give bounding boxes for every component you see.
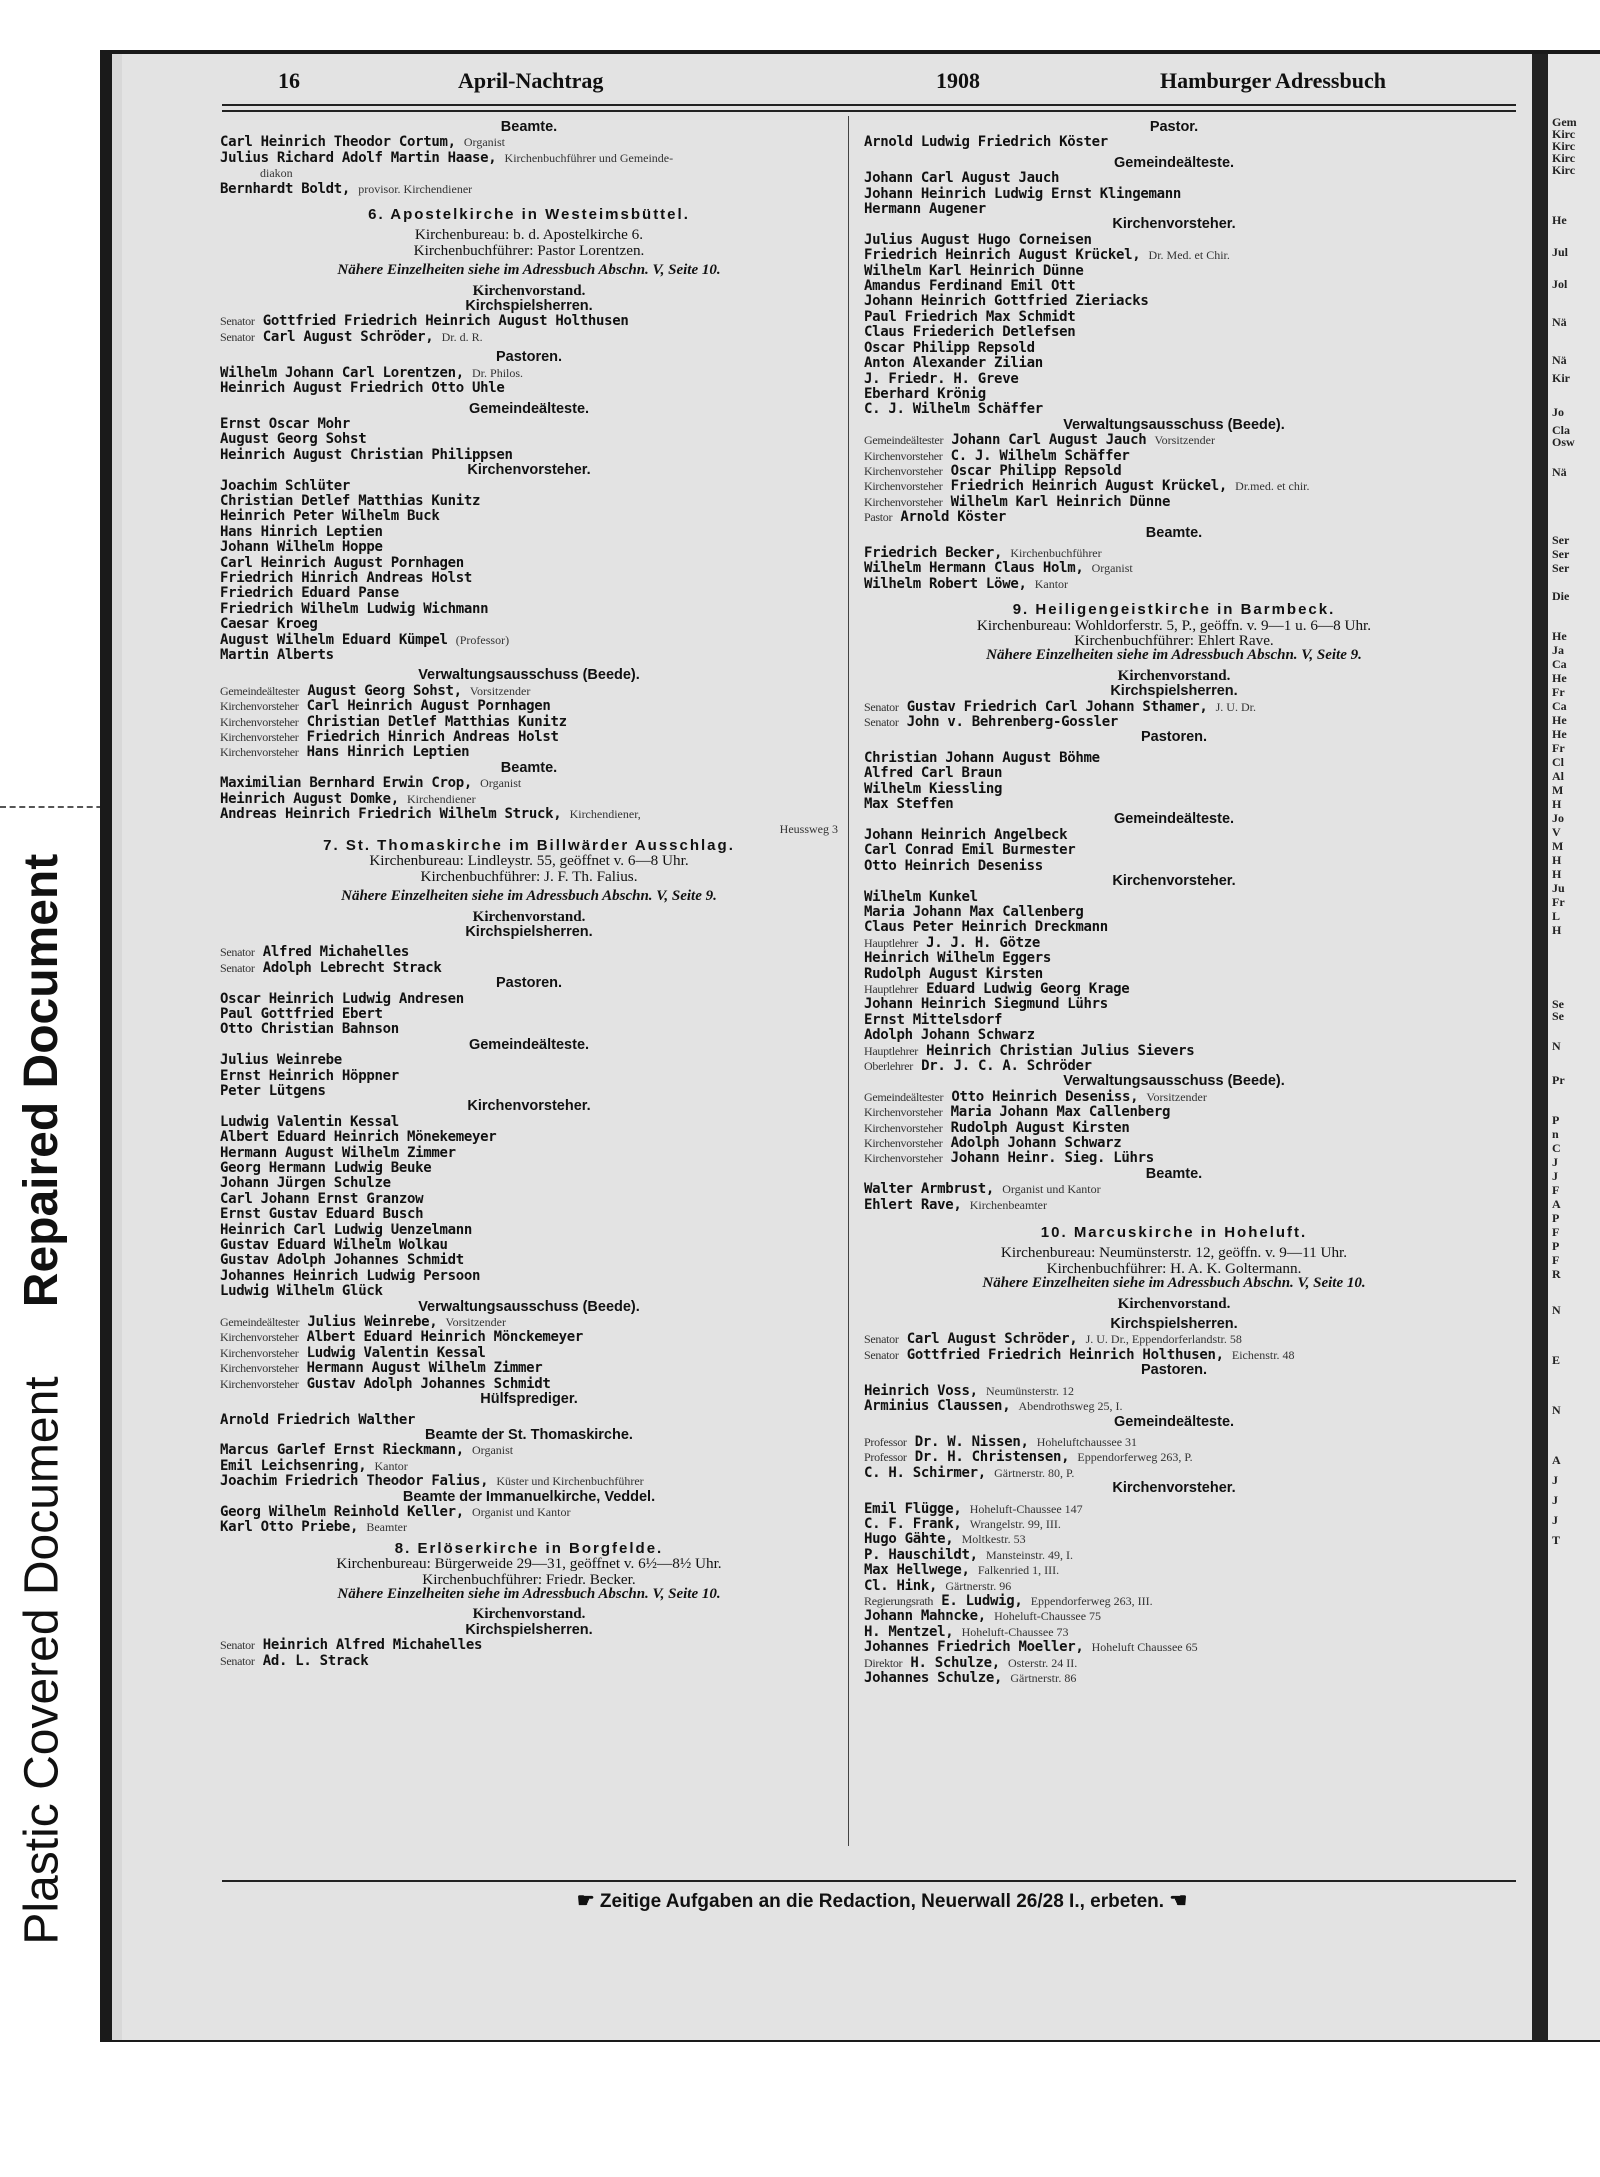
entry: Johann Heinrich Gottfried Zieriacks bbox=[864, 293, 1149, 310]
entry: Carl Johann Ernst Granzow bbox=[220, 1190, 424, 1207]
church-title: 7. St. Thomaskirche im Billwärder Ausschlag. bbox=[323, 836, 735, 854]
entry: Christian Johann August Böhme bbox=[864, 749, 1100, 766]
entry: Senator Ad. L. Strack bbox=[220, 1652, 369, 1669]
entry: Heinrich August Christian Philippsen bbox=[220, 446, 513, 463]
entry: Martin Alberts bbox=[220, 647, 334, 663]
column-divider bbox=[848, 116, 849, 1846]
adjacent-page-fragment: C bbox=[1552, 1141, 1561, 1155]
entry: Otto Heinrich Deseniss bbox=[864, 857, 1043, 874]
pointing-hand-right-icon: ☛ bbox=[576, 1890, 595, 1912]
section-heading: Kirchenvorsteher. bbox=[1112, 1480, 1236, 1497]
reference-note: Nähere Einzelheiten siehe im Adressbuch Abschn. V, Seite 10. bbox=[337, 262, 721, 279]
header-rule bbox=[222, 104, 1516, 106]
entry: Arminius Claussen, Abendrothsweg 25, I. bbox=[864, 1398, 1123, 1415]
entry: J. Friedr. H. Greve bbox=[864, 370, 1019, 387]
adjacent-page-fragment: R bbox=[1552, 1267, 1561, 1281]
church-bureau: Kirchenbureau: Lindleystr. 55, geöffnet v. 6—8 Uhr. bbox=[369, 852, 689, 870]
adjacent-page-fragment: N bbox=[1552, 1039, 1561, 1053]
entry: Kirchenvorsteher Ludwig Valentin Kessal bbox=[220, 1344, 486, 1361]
entry: Bernhardt Boldt, provisor. Kirchendiener bbox=[220, 180, 473, 197]
entry: Cl. Hink, Gärtnerstr. 96 bbox=[864, 1577, 1012, 1594]
entry: Julius Weinrebe bbox=[220, 1052, 342, 1069]
entry: Senator Carl August Schröder, Dr. d. R. bbox=[220, 328, 483, 345]
entry: Carl Conrad Emil Burmester bbox=[864, 842, 1076, 859]
adjacent-page-fragment: F bbox=[1552, 1183, 1560, 1197]
adjacent-page-fragment: F bbox=[1552, 1253, 1560, 1267]
adjacent-page-fragment: P bbox=[1552, 1239, 1560, 1253]
entry: Hugo Gähte, Moltkestr. 53 bbox=[864, 1531, 1026, 1548]
adjacent-page-fragment: Kirc bbox=[1552, 139, 1576, 153]
entry: Friedrich Eduard Panse bbox=[220, 585, 399, 602]
adjacent-page-fragment: Cl bbox=[1552, 755, 1564, 769]
page-footer bbox=[402, 1888, 1362, 1913]
entry: Friedrich Heinrich August Krückel, Dr. Med. et Chir. bbox=[864, 247, 1230, 264]
adjacent-page-fragment: Cla bbox=[1552, 423, 1570, 437]
header-title-right: Hamburger Adressbuch bbox=[1160, 68, 1386, 93]
church-bookkeeper: Kirchenbuchführer: Ehlert Rave. bbox=[1074, 632, 1274, 649]
entry: Friedrich Wilhelm Ludwig Wichmann bbox=[220, 600, 489, 617]
section-heading: Beamte. bbox=[500, 119, 558, 135]
entry: Johann Wilhelm Hoppe bbox=[220, 539, 383, 556]
adjacent-page-fragment: He bbox=[1552, 727, 1567, 741]
adjacent-page-fragment: H bbox=[1552, 853, 1562, 867]
footer-text: Zeitige Aufgaben an die Redaction, Neuerwall 26/28 I., erbeten. bbox=[599, 1891, 1165, 1912]
entry: Oscar Philipp Repsold bbox=[864, 339, 1035, 356]
adjacent-page-fragment: N bbox=[1552, 1403, 1561, 1417]
adjacent-page-fragment: Ser bbox=[1552, 561, 1570, 575]
entry: Gemeindeältester Johann Carl August Jauch Vorsitzender bbox=[864, 432, 1215, 449]
entry: C. J. Wilhelm Schäffer bbox=[864, 401, 1043, 418]
section-heading: Gemeindeälteste. bbox=[1113, 154, 1235, 171]
entry: Direktor H. Schulze, Osterstr. 24 II. bbox=[864, 1654, 1078, 1671]
adjacent-page-fragment: He bbox=[1552, 213, 1567, 227]
section-heading: Verwaltungsausschuss (Beede). bbox=[418, 1298, 640, 1315]
entry: Friedrich Hinrich Andreas Holst bbox=[220, 569, 472, 586]
entry: Georg Hermann Ludwig Beuke bbox=[220, 1160, 432, 1176]
section-heading: Pastoren. bbox=[1140, 1362, 1208, 1379]
adjacent-page-fragment: J bbox=[1552, 1169, 1558, 1183]
adjacent-page-fragment: J bbox=[1552, 1493, 1558, 1507]
subsection-heading: Kirchenvorstand. bbox=[472, 282, 586, 299]
entry: Eberhard Krönig bbox=[864, 385, 986, 402]
section-heading: Kirchspielsherren. bbox=[1110, 683, 1238, 700]
section-heading: Pastoren. bbox=[495, 349, 563, 366]
section-heading: Gemeindeälteste. bbox=[1113, 811, 1235, 828]
entry: Julius August Hugo Corneisen bbox=[864, 231, 1092, 248]
adjacent-page-fragment: Al bbox=[1552, 769, 1564, 783]
adjacent-page-fragment: Nä bbox=[1552, 315, 1567, 329]
entry: Professor Dr. W. Nissen, Hoheluftchaussee 31 bbox=[864, 1433, 1138, 1450]
entry: Ernst Oscar Mohr bbox=[220, 415, 351, 432]
entry: Heinrich Peter Wilhelm Buck bbox=[220, 508, 440, 525]
entry: Maximilian Bernhard Erwin Crop, Organist bbox=[220, 775, 522, 792]
entry: Heinrich Voss, Neumünsterstr. 12 bbox=[864, 1382, 1074, 1399]
section-heading: Gemeindeälteste. bbox=[1113, 1413, 1235, 1430]
entry: Hauptlehrer Eduard Ludwig Georg Krage bbox=[864, 980, 1130, 997]
adjacent-page-fragment: E bbox=[1552, 1353, 1561, 1367]
entry: Kirchenvorsteher Albert Eduard Heinrich Mönckemeyer bbox=[220, 1329, 584, 1346]
adjacent-page-fragment: He bbox=[1552, 671, 1567, 685]
adjacent-page-fragment: J bbox=[1552, 1473, 1558, 1487]
entry: Joachim Schlüter bbox=[220, 477, 351, 494]
entry: Hermann Augener bbox=[864, 201, 986, 218]
footer-rule bbox=[222, 1880, 1516, 1882]
entry: Karl Otto Priebe, Beamter bbox=[220, 1519, 407, 1536]
section-heading: Gemeindeälteste. bbox=[468, 400, 590, 417]
section-heading: Pastoren. bbox=[1140, 729, 1208, 746]
section-heading: Verwaltungsausschuss (Beede). bbox=[1063, 416, 1285, 433]
entry: Regierungsrath E. Ludwig, Eppendorferweg 263, III. bbox=[864, 1592, 1153, 1609]
adjacent-page-fragment: L bbox=[1552, 909, 1561, 923]
entry: Max Steffen bbox=[864, 796, 954, 813]
church-bureau: Kirchenbureau: Bürgerweide 29—31, geöffnet v. 6½—8½ Uhr. bbox=[336, 1555, 722, 1573]
entry: Christian Detlef Matthias Kunitz bbox=[220, 492, 481, 509]
adjacent-page-fragment: P bbox=[1552, 1113, 1560, 1127]
entry: Amandus Ferdinand Emil Ott bbox=[864, 278, 1076, 295]
adjacent-page-fragment: Osw bbox=[1552, 435, 1575, 449]
section-heading: Kirchspielsherren. bbox=[1110, 1316, 1238, 1333]
entry: Max Hellwege, Falkenried 1, III. bbox=[864, 1562, 1060, 1579]
section-heading: Pastoren. bbox=[495, 975, 563, 992]
adjacent-page-fragment: Gem bbox=[1552, 115, 1577, 129]
adjacent-page-fragment: Die bbox=[1552, 589, 1570, 603]
section-heading: Beamte der St. Thomaskirche. bbox=[425, 1426, 633, 1443]
adjacent-page-fragment: Ser bbox=[1552, 533, 1570, 547]
adjacent-page-fragment: J bbox=[1552, 1513, 1558, 1527]
adjacent-page-fragment: Se bbox=[1552, 1009, 1564, 1023]
adjacent-page-fragment: Nä bbox=[1552, 353, 1567, 367]
adjacent-page-fragment: F bbox=[1552, 1225, 1560, 1239]
section-heading: Verwaltungsausschuss (Beede). bbox=[418, 667, 640, 684]
adjacent-page-fragment: Se bbox=[1552, 997, 1564, 1011]
entry: Johann Heinrich Ludwig Ernst Klingemann bbox=[864, 185, 1182, 202]
entry: Professor Dr. H. Christensen, Eppendorferweg 263, P. bbox=[864, 1449, 1193, 1466]
page-header bbox=[230, 68, 1522, 96]
entry: Albert Eduard Heinrich Mönekemeyer bbox=[220, 1129, 497, 1146]
entry: Friedrich Becker, Kirchenbuchführer bbox=[864, 544, 1102, 561]
entry: Johann Mahncke, Hoheluft-Chaussee 75 bbox=[864, 1608, 1102, 1625]
entry: Kirchenvorsteher Hans Hinrich Leptien bbox=[220, 744, 470, 761]
entry: Paul Friedrich Max Schmidt bbox=[864, 308, 1076, 325]
entry: Gemeindeältester Otto Heinrich Deseniss, Vorsitzender bbox=[864, 1088, 1207, 1105]
document-page bbox=[112, 54, 1532, 2040]
adjacent-page-fragment: Jol bbox=[1552, 277, 1568, 291]
section-heading: Kirchenvorsteher. bbox=[1112, 216, 1236, 233]
adjacent-page-fragment: Ja bbox=[1552, 643, 1564, 657]
repaired-document-label: Repaired Document bbox=[15, 853, 69, 1307]
header-year: 1908 bbox=[936, 68, 980, 93]
entry: Kirchenvorsteher Johann Heinr. Sieg. Lührs bbox=[864, 1150, 1154, 1167]
adjacent-page-fragment: M bbox=[1552, 783, 1564, 797]
section-heading: Beamte der Immanuelkirche, Veddel. bbox=[402, 1488, 656, 1505]
entry: Johannes Friedrich Moeller, Hoheluft Chaussee 65 bbox=[864, 1639, 1198, 1656]
entry: Ernst Heinrich Höppner bbox=[220, 1067, 399, 1084]
entry: Senator John v. Behrenberg-Gossler bbox=[864, 714, 1119, 731]
adjacent-page-fragment: Ca bbox=[1552, 657, 1567, 671]
adjacent-page-fragment: Jo bbox=[1552, 811, 1564, 825]
church-title: 10. Marcuskirche in Hoheluft. bbox=[1040, 1224, 1308, 1242]
entry: Senator Adolph Lebrecht Strack bbox=[220, 959, 442, 976]
entry: Kirchenvorsteher Wilhelm Karl Heinrich Dünne bbox=[864, 493, 1171, 510]
subsection-heading: Kirchenvorstand. bbox=[1117, 1295, 1231, 1312]
entry: Emil Leichsenring, Kantor bbox=[220, 1457, 408, 1474]
entry: August Wilhelm Eduard Kümpel (Professor) bbox=[220, 631, 510, 648]
adjacent-page-fragment: Kirc bbox=[1552, 163, 1576, 177]
adjacent-page-fragment: H bbox=[1552, 923, 1562, 937]
entry: Ernst Gustav Eduard Busch bbox=[220, 1206, 424, 1223]
entry: Hans Hinrich Leptien bbox=[220, 523, 383, 540]
left-column bbox=[220, 120, 838, 1669]
section-heading: Verwaltungsausschuss (Beede). bbox=[1063, 1073, 1285, 1090]
church-title: 9. Heiligengeistkirche in Barmbeck. bbox=[1012, 601, 1336, 619]
entry: Kirchenvorsteher Carl Heinrich August Pornhagen bbox=[220, 698, 551, 715]
entry: Gustav Adolph Johannes Schmidt bbox=[220, 1252, 464, 1269]
entry: Arnold Ludwig Friedrich Köster bbox=[864, 134, 1108, 151]
adjacent-page-fragment: Jul bbox=[1552, 245, 1569, 259]
entry: Senator Gustav Friedrich Carl Johann Sthamer, J. U. Dr. bbox=[864, 698, 1256, 715]
entry: Caesar Kroeg bbox=[220, 616, 318, 633]
entry: Johannes Heinrich Ludwig Persoon bbox=[220, 1267, 481, 1284]
church-bookkeeper: Kirchenbuchführer: H. A. K. Goltermann. bbox=[1046, 1259, 1302, 1277]
entry: Johannes Schulze, Gärtnerstr. 86 bbox=[864, 1670, 1077, 1686]
adjacent-page-fragment: He bbox=[1552, 713, 1567, 727]
adjacent-page-edge bbox=[1548, 54, 1600, 2040]
adjacent-page-fragment: V bbox=[1552, 825, 1561, 839]
entry: Paul Gottfried Ebert bbox=[220, 1005, 383, 1022]
section-heading: Kirchenvorsteher. bbox=[467, 462, 591, 479]
entry-continuation: diakon bbox=[260, 166, 293, 181]
church-title: 6. Apostelkirche in Westeimsbüttel. bbox=[368, 206, 690, 224]
entry-continuation: Heussweg 3 bbox=[779, 822, 838, 837]
entry: Kirchenvorsteher Rudolph August Kirsten bbox=[864, 1119, 1130, 1136]
reference-note: Nähere Einzelheiten siehe im Adressbuch Abschn. V, Seite 9. bbox=[986, 647, 1362, 664]
adjacent-page-fragment: n bbox=[1552, 1127, 1559, 1141]
entry: Claus Peter Heinrich Dreckmann bbox=[864, 919, 1108, 936]
entry: Marcus Garlef Ernst Rieckmann, Organist bbox=[220, 1442, 514, 1459]
entry: Kirchenvorsteher Adolph Johann Schwarz bbox=[864, 1135, 1122, 1151]
entry: Johann Heinrich Siegmund Lührs bbox=[864, 996, 1108, 1013]
entry: Walter Armbrust, Organist und Kantor bbox=[864, 1181, 1101, 1198]
entry: Maria Johann Max Callenberg bbox=[864, 903, 1084, 920]
entry: Pastor Arnold Köster bbox=[864, 509, 1007, 526]
entry: Claus Friederich Detlefsen bbox=[864, 324, 1076, 341]
entry: Hauptlehrer J. J. H. Götze bbox=[864, 934, 1040, 951]
entry: Heinrich August Friedrich Otto Uhle bbox=[220, 380, 505, 397]
entry: Otto Christian Bahnson bbox=[220, 1021, 399, 1038]
entry: Anton Alexander Zilian bbox=[864, 355, 1043, 372]
right-column bbox=[864, 120, 1484, 1686]
entry: C. H. Schirmer, Gärtnerstr. 80, P. bbox=[864, 1464, 1075, 1481]
entry: Adolph Johann Schwarz bbox=[864, 1027, 1035, 1044]
entry: Gemeindeältester Julius Weinrebe, Vorsitzender bbox=[220, 1314, 506, 1331]
subsection-heading: Kirchenvorstand. bbox=[1117, 667, 1231, 684]
entry: Senator Gottfried Friedrich Heinrich August Holthusen bbox=[220, 313, 629, 330]
adjacent-page-fragment: N bbox=[1552, 1303, 1561, 1317]
adjacent-page-fragment: He bbox=[1552, 629, 1567, 643]
entry: Kirchenvorsteher Friedrich Heinrich August Krückel, Dr.med. et chir. bbox=[864, 478, 1310, 495]
entry: Hauptlehrer Heinrich Christian Julius Sievers bbox=[864, 1042, 1195, 1059]
entry: Wilhelm Kiessling bbox=[864, 780, 1003, 797]
entry: Wilhelm Kunkel bbox=[864, 888, 978, 905]
subsection-heading: Kirchenvorstand. bbox=[472, 1606, 586, 1623]
entry: Gemeindeältester August Georg Sohst, Vorsitzender bbox=[220, 682, 531, 699]
entry: August Georg Sohst bbox=[220, 431, 367, 448]
header-rule-thin bbox=[222, 110, 1516, 112]
reference-note: Nähere Einzelheiten siehe im Adressbuch Abschn. V, Seite 10. bbox=[982, 1275, 1366, 1292]
church-title: 8. Erlöserkirche in Borgfelde. bbox=[394, 1539, 664, 1557]
section-heading: Hülfsprediger. bbox=[480, 1391, 578, 1408]
entry: Senator Heinrich Alfred Michahelles bbox=[220, 1637, 483, 1654]
entry: Emil Flügge, Hoheluft-Chaussee 147 bbox=[864, 1500, 1083, 1517]
entry: Senator Carl August Schröder, J. U. Dr., Eppendorferlandstr. 58 bbox=[864, 1331, 1242, 1348]
entry: Alfred Carl Braun bbox=[864, 765, 1003, 782]
adjacent-page-fragment: Ca bbox=[1552, 699, 1567, 713]
adjacent-page-fragment: Nä bbox=[1552, 465, 1567, 479]
entry: Kirchenvorsteher Oscar Philipp Repsold bbox=[864, 462, 1122, 479]
entry: Arnold Friedrich Walther bbox=[220, 1411, 416, 1428]
section-heading: Kirchspielsherren. bbox=[465, 1621, 593, 1638]
entry: Heinrich Carl Ludwig Uenzelmann bbox=[220, 1221, 472, 1238]
entry: Andreas Heinrich Friedrich Wilhelm Struck, Kirchendiener, bbox=[220, 806, 641, 823]
entry: C. F. Frank, Wrangelstr. 99, III. bbox=[864, 1515, 1061, 1532]
entry: Heinrich August Domke, Kirchendiener bbox=[220, 790, 476, 807]
section-heading: Kirchenvorsteher. bbox=[467, 1098, 591, 1115]
entry: Ludwig Wilhelm Glück bbox=[220, 1283, 383, 1300]
adjacent-page-fragment: A bbox=[1552, 1453, 1561, 1467]
entry: Wilhelm Johann Carl Lorentzen, Dr. Philos. bbox=[220, 364, 524, 381]
entry: Georg Wilhelm Reinhold Keller, Organist und Kantor bbox=[220, 1503, 571, 1520]
entry: Carl Heinrich August Pornhagen bbox=[220, 554, 464, 571]
label-divider bbox=[0, 806, 112, 808]
adjacent-page-fragment: H bbox=[1552, 797, 1562, 811]
section-heading: Gemeindeälteste. bbox=[468, 1036, 590, 1053]
section-heading: Pastor. bbox=[1149, 119, 1199, 135]
entry: Wilhelm Robert Löwe, Kantor bbox=[864, 575, 1069, 592]
adjacent-page-fragment: A bbox=[1552, 1197, 1561, 1211]
entry: Kirchenvorsteher Gustav Adolph Johannes Schmidt bbox=[220, 1375, 551, 1392]
adjacent-page-fragment: T bbox=[1552, 1533, 1561, 1547]
section-heading: Kirchspielsherren. bbox=[465, 923, 593, 940]
church-bookkeeper: Kirchenbuchführer: J. F. Th. Falius. bbox=[420, 867, 638, 885]
entry: Heinrich Wilhelm Eggers bbox=[864, 950, 1051, 967]
entry: Gustav Eduard Wilhelm Wolkau bbox=[220, 1237, 448, 1254]
adjacent-page-fragment: Ju bbox=[1552, 881, 1565, 895]
entry: Hermann August Wilhelm Zimmer bbox=[220, 1144, 456, 1161]
entry: H. Mentzel, Hoheluft-Chaussee 73 bbox=[864, 1623, 1069, 1640]
entry: Senator Gottfried Friedrich Heinrich Holthusen, Eichenstr. 48 bbox=[864, 1346, 1295, 1363]
section-heading: Kirchspielsherren. bbox=[465, 298, 593, 315]
adjacent-page-fragment: Kirc bbox=[1552, 151, 1576, 165]
adjacent-page-fragment: Fr bbox=[1552, 895, 1565, 909]
church-bureau: Kirchenbureau: Wohldorferstr. 5, P., geöffn. v. 9—1 u. 6—8 Uhr. bbox=[976, 616, 1372, 634]
adjacent-page-fragment: P bbox=[1552, 1211, 1560, 1225]
pointing-hand-left-icon: ☚ bbox=[1169, 1890, 1188, 1912]
entry: P. Hauschildt, Mansteinstr. 49, I. bbox=[864, 1546, 1073, 1563]
entry: Wilhelm Hermann Claus Holm, Organist bbox=[864, 560, 1133, 577]
adjacent-page-fragment: J bbox=[1552, 1155, 1558, 1169]
entry: Kirchenvorsteher Hermann August Wilhelm Zimmer bbox=[220, 1360, 543, 1377]
section-heading: Beamte. bbox=[1145, 1165, 1203, 1182]
adjacent-page-fragment: Fr bbox=[1552, 685, 1565, 699]
adjacent-page-fragment: Kir bbox=[1552, 371, 1570, 385]
entry: Senator Alfred Michahelles bbox=[220, 944, 410, 961]
church-bureau: Kirchenbureau: b. d. Apostelkirche 6. bbox=[414, 226, 644, 244]
church-bookkeeper: Kirchenbuchführer: Friedr. Becker. bbox=[422, 1570, 636, 1588]
entry: Johann Carl August Jauch bbox=[864, 170, 1060, 187]
entry: Carl Heinrich Theodor Cortum, Organist bbox=[220, 134, 505, 151]
reference-note: Nähere Einzelheiten siehe im Adressbuch Abschn. V, Seite 10. bbox=[337, 1585, 721, 1602]
entry: Oberlehrer Dr. J. C. A. Schröder bbox=[864, 1057, 1092, 1074]
plastic-covered-document-label: Plastic Covered Document bbox=[15, 1375, 69, 1945]
subsection-heading: Kirchenvorstand. bbox=[472, 908, 586, 925]
entry: Ludwig Valentin Kessal bbox=[220, 1113, 399, 1130]
section-heading: Beamte. bbox=[500, 759, 558, 776]
page-gutter bbox=[1532, 54, 1548, 2040]
entry: Wilhelm Karl Heinrich Dünne bbox=[864, 262, 1084, 279]
entry: Oscar Heinrich Ludwig Andresen bbox=[220, 990, 464, 1007]
entry: Joachim Friedrich Theodor Falius, Küster und Kirchenbuchführer bbox=[220, 1473, 644, 1490]
entry: Kirchenvorsteher Maria Johann Max Callenberg bbox=[864, 1104, 1171, 1121]
adjacent-page-fragment: Fr bbox=[1552, 741, 1565, 755]
entry: Ehlert Rave, Kirchenbeamter bbox=[864, 1196, 1047, 1213]
entry: Julius Richard Adolf Martin Haase, Kirchenbuchführer und Gemeinde- bbox=[220, 149, 674, 166]
reference-note: Nähere Einzelheiten siehe im Adressbuch Abschn. V, Seite 9. bbox=[341, 888, 717, 905]
page-number: 16 bbox=[278, 68, 300, 93]
header-title-left: April-Nachtrag bbox=[458, 68, 604, 93]
entry: Johann Heinrich Angelbeck bbox=[864, 826, 1068, 843]
section-heading: Beamte. bbox=[1145, 524, 1203, 541]
entry: Ernst Mittelsdorf bbox=[864, 1011, 1003, 1028]
section-heading: Kirchenvorsteher. bbox=[1112, 873, 1236, 890]
adjacent-page-fragment: Kirc bbox=[1552, 127, 1576, 141]
adjacent-page-fragment: Ser bbox=[1552, 547, 1570, 561]
church-bookkeeper: Kirchenbuchführer: Pastor Lorentzen. bbox=[413, 241, 645, 259]
entry: Johann Jürgen Schulze bbox=[220, 1175, 391, 1192]
entry: Rudolph August Kirsten bbox=[864, 965, 1043, 982]
entry: Kirchenvorsteher Christian Detlef Matthias Kunitz bbox=[220, 713, 567, 730]
adjacent-page-fragment: Jo bbox=[1552, 405, 1564, 419]
adjacent-page-fragment: Pr bbox=[1552, 1073, 1565, 1087]
entry: Kirchenvorsteher Friedrich Hinrich Andreas Holst bbox=[220, 729, 559, 746]
adjacent-page-fragment: M bbox=[1552, 839, 1564, 853]
entry: Kirchenvorsteher C. J. Wilhelm Schäffer bbox=[864, 447, 1130, 464]
church-bureau: Kirchenbureau: Neumünsterstr. 12, geöffn. v. 9—11 Uhr. bbox=[1000, 1244, 1348, 1262]
entry: Peter Lütgens bbox=[220, 1082, 326, 1099]
adjacent-page-fragment: H bbox=[1552, 867, 1562, 881]
